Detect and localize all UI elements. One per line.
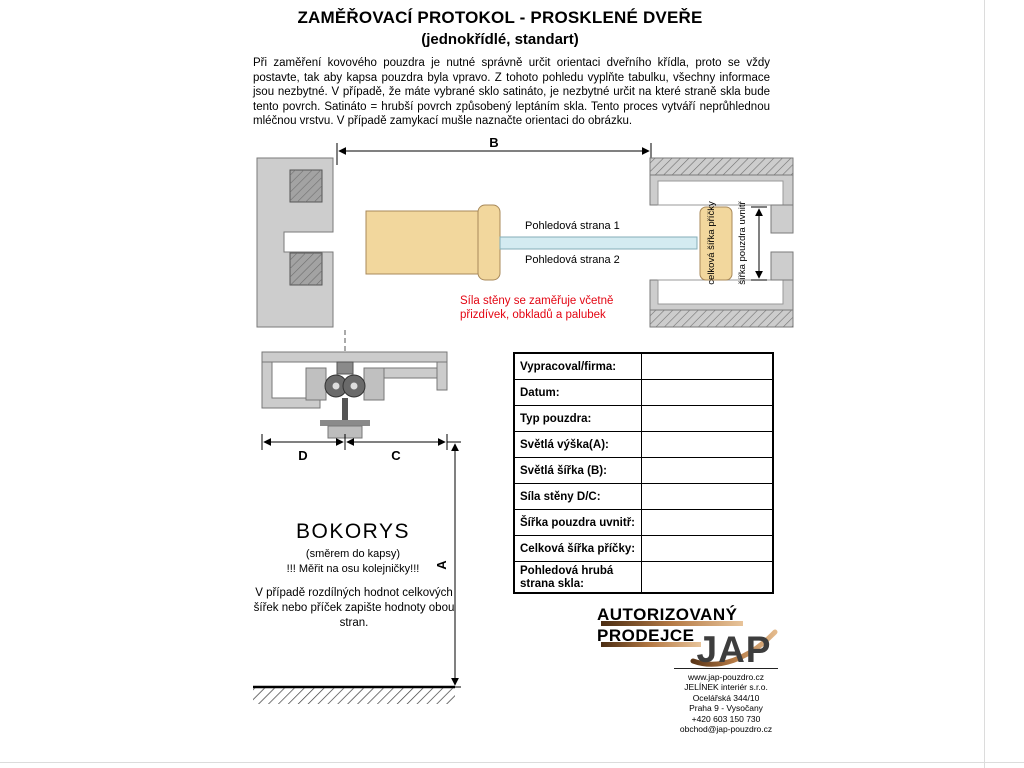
table-row-value [642,354,772,379]
table-row-label: Celková šířka příčky: [515,536,642,561]
glass-panel [500,237,697,249]
jap-logo [690,626,778,670]
table-row-value [642,380,772,405]
table-row [515,535,772,561]
pocket-inner-width-label: šířka pouzdra uvnitř [737,201,748,285]
company-street: Ocelářská 344/10 [692,692,760,703]
table-row-label: Šířka pouzdra uvnitř: [515,510,642,535]
table-row [515,561,772,592]
bokorys-note: V případě rozdílných hodnot celkových šířek nebo příček zapište hodnoty obou stran. [253,587,455,629]
page-edge-right [984,0,985,768]
dealer-line1: AUTORIZOVANÝ [597,605,738,624]
table-row-label: Typ pouzdra: [515,406,642,431]
address-divider [674,668,778,669]
pocket-width-dimension [751,207,767,280]
table-row-value [642,484,772,509]
table-row [515,431,772,457]
table-row-label: Vypracoval/firma: [515,354,642,379]
door-leaf [366,205,500,280]
table-row-value [642,510,772,535]
glass-side1-label: Pohledová strana 1 [525,220,620,232]
table-row-value [642,406,772,431]
glass-side2-label: Pohledová strana 2 [525,254,620,266]
side-view-drawing [248,328,463,708]
table-row-label: Datum: [515,380,642,405]
title-line1: ZAMĚŘOVACÍ PROTOKOL - PROSKLENÉ DVEŘE [297,8,703,27]
table-row-label: Světlá výška(A): [515,432,642,457]
table-row-value [642,432,772,457]
title-line2: (jednokřídlé, standart) [421,31,579,48]
dim-d-label: D [298,448,308,463]
intro-paragraph: Při zaměření kovového pouzdra je nutné správně určit orientaci dveřního křídla, proto se vždy postavte, tak aby kapsa pouzdra byla vpravo. Z tohoto pohledu vyplňte tabulku, všechny informace jsou nezbytné. V případě, že máte vybrané sklo satináto, je nezbytné určit na které straně skla bude tento povrch. Satináto = hrubší povrch způsobený leptáním skla. Tento proces vytváří neprůhlednou mléčnou vrstvu. V případě zamykací mušle naznačte orientaci do obrázku. [253,57,770,128]
bokorys-sub2: !!! Měřit na osu kolejničky!!! [286,563,420,575]
company-city: Praha 9 - Vysočany [689,703,763,714]
bokorys-text-block [257,520,449,577]
table-row-value [642,536,772,561]
company-email: obchod@jap-pouzdro.cz [679,724,773,735]
floor-line [253,687,455,704]
company-phone: +420 603 150 730 [691,713,761,724]
dim-c-label: C [391,448,401,463]
wall-note-line1: Síla stěny se zaměřuje včetně [460,295,614,307]
wall-thickness-note [460,294,613,322]
measurement-table [513,352,774,594]
table-row [515,457,772,483]
company-website: www.jap-pouzdro.cz [687,672,765,682]
bokorys-title: BOKORYS [296,520,410,543]
dim-a-label: A [434,560,449,570]
page-edge-bottom [0,762,1024,763]
dimension-b [337,135,651,165]
table-row [515,483,772,509]
partition-width-label: celková šířka příčky [706,201,717,285]
table-row-value [642,562,772,592]
table-row-value [642,458,772,483]
table-row [515,405,772,431]
dim-b-label: B [489,135,499,150]
table-row [515,509,772,535]
company-address-block [674,668,778,734]
wall-note-line2: přizdívek, obkladů a palubek [460,309,606,321]
dealer-line2: PRODEJCE [597,626,695,645]
company-name: JELÍNEK interiér s.r.o. [684,682,768,693]
page-title [0,8,1000,48]
track-mechanism [262,330,447,438]
bokorys-sub1: (směrem do kapsy) [305,548,401,560]
table-row [515,379,772,405]
left-wall [257,158,333,327]
table-row-label: Síla stěny D/C: [515,484,642,509]
table-row-label: Světlá šířka (B): [515,458,642,483]
table-row [515,354,772,379]
logo-text: JAP [696,629,772,670]
table-row-label: Pohledová hrubá strana skla: [515,562,642,592]
